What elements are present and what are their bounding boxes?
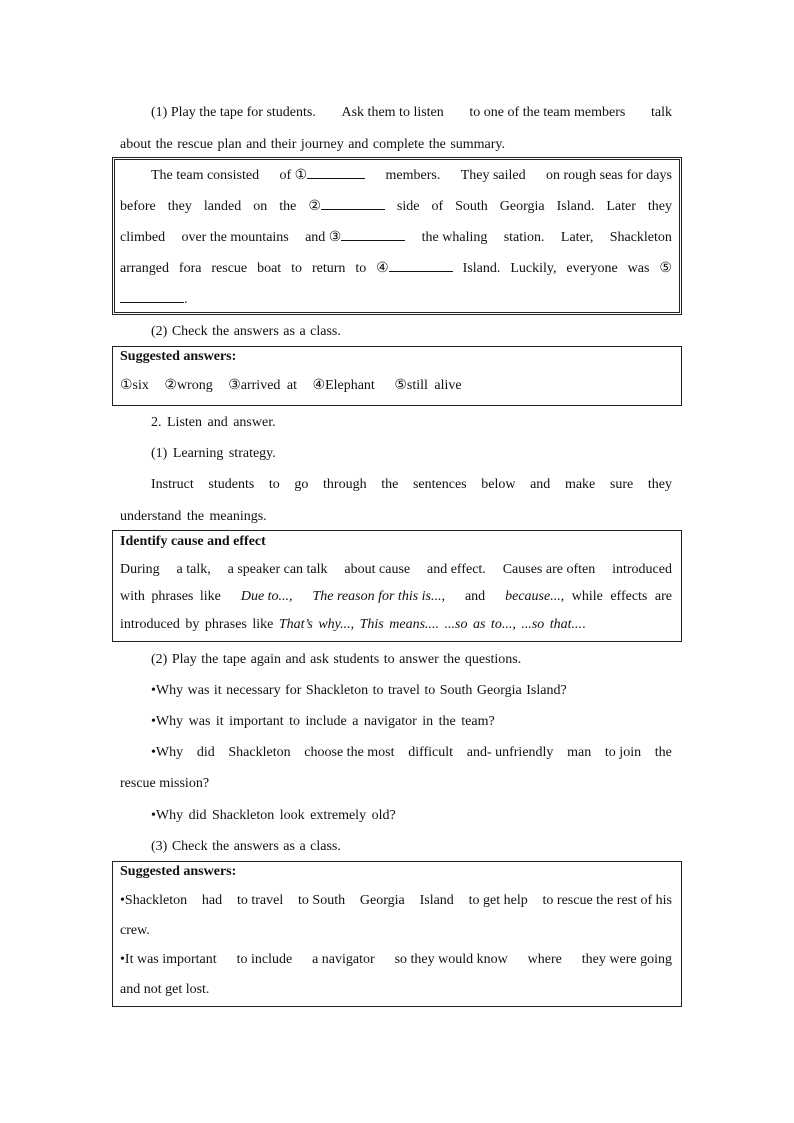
question-4: •Why did Shackleton look extremely old?	[151, 808, 396, 823]
blank-2[interactable]	[321, 197, 385, 210]
step2-play-again: (2) Play the tape again and ask students to answer the questions.	[151, 652, 522, 667]
summary-line5: .	[120, 290, 188, 307]
question-3-line2: rescue mission?	[120, 776, 210, 791]
step1-instruction-line1: (1) Play the tape for students. Ask them to listen to one of the team members talk	[151, 105, 672, 120]
answers-title-2: Suggested answers:	[120, 864, 237, 879]
instruct-line2: understand the meanings.	[120, 509, 267, 524]
learning-strategy-label: (1) Learning strategy.	[151, 446, 276, 461]
instruct-line1: Instruct students to go through the sentences below and make sure they	[151, 477, 672, 492]
blank-5[interactable]	[120, 290, 184, 303]
strategy-title: Identify cause and effect	[120, 534, 266, 549]
summary-line4: arranged fora rescue boat to return to ④ Island. Luckily, everyone was ⑤	[120, 261, 672, 276]
step2-check-answers: (2) Check the answers as a class.	[151, 324, 341, 339]
answer-1-line2: crew.	[120, 923, 150, 938]
answer-1-line1: •Shackleton had to travel to South Georgia Island to get help to rescue the rest of his	[120, 893, 672, 908]
summary-line1: The team consisted of ① members. They sailed on rough seas for days	[151, 168, 672, 183]
blank-3[interactable]	[341, 228, 405, 241]
question-1: •Why was it necessary for Shackleton to travel to South Georgia Island?	[151, 683, 567, 698]
strategy-line1: During a talk, a speaker can talk about cause and effect. Causes are often introduced	[120, 562, 672, 577]
answer-2-line1: •It was important to include a navigator so they would know where they were going	[120, 952, 672, 967]
summary-line2: before they landed on the ② side of South Georgia Island. Later they	[120, 199, 672, 214]
answer-2-line2: and not get lost.	[120, 982, 210, 997]
step3-check-answers: (3) Check the answers as a class.	[151, 839, 341, 854]
answers-title-1: Suggested answers:	[120, 349, 237, 364]
question-2: •Why was it important to include a navigator in the team?	[151, 714, 495, 729]
blank-1[interactable]	[307, 166, 365, 179]
section2-heading: 2. Listen and answer.	[151, 415, 276, 430]
blank-4[interactable]	[389, 259, 453, 272]
strategy-line2: with phrases like Due to..., The reason for this is..., and because..., while effects are	[120, 589, 672, 604]
answers-list-1: ①six ②wrong ③arrived at ④Elephant ⑤still alive	[120, 378, 462, 393]
summary-line3: climbed over the mountains and ③ the whaling station. Later, Shackleton	[120, 230, 672, 245]
step1-instruction-line2: about the rescue plan and their journey and complete the summary.	[120, 137, 506, 152]
question-3-line1: •Why did Shackleton choose the most difficult and- unfriendly man to join the	[151, 745, 672, 760]
strategy-line3: introduced by phrases like That’s why..., This means.... ...so as to..., ...so that....	[120, 617, 586, 632]
